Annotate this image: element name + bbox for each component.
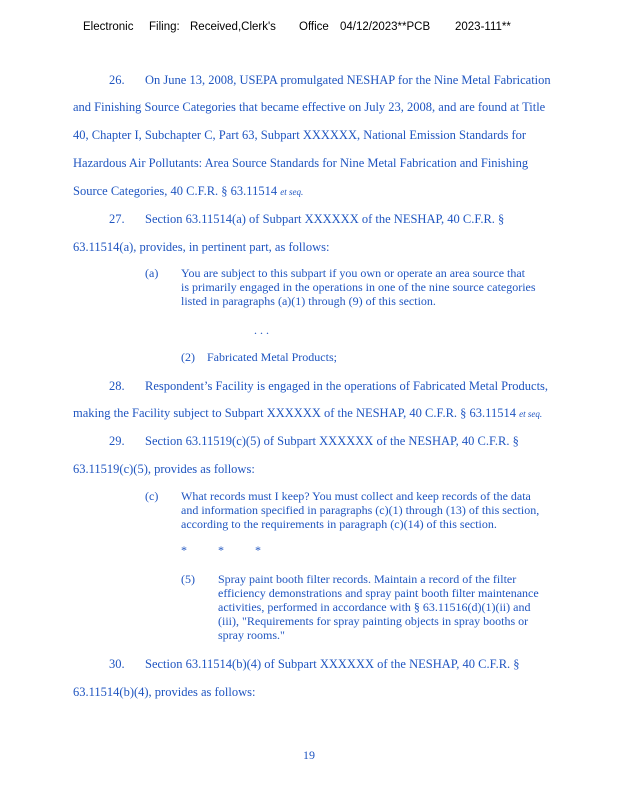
para-28-et-seq: et seq. xyxy=(519,409,543,419)
para-30-number: 30. xyxy=(109,657,125,671)
para-26-line-2: and Finishing Source Categories that became effective on July 23, 2008, and are found at Title xyxy=(73,100,546,114)
para-26-number: 26. xyxy=(109,73,125,87)
quote-2-line-2: and information specified in paragraphs (c)(1) through (13) of this section, xyxy=(181,503,540,517)
quote-1-label: (a) xyxy=(145,266,159,280)
para-28-number: 28. xyxy=(109,379,125,393)
header-office: Office xyxy=(299,21,329,33)
para-28-line-2 xyxy=(73,405,542,422)
para-27-line-1: Section 63.11514(a) of Subpart XXXXXX of the NESHAP, 40 C.F.R. § xyxy=(145,212,505,226)
quote-2-sub-label: (5) xyxy=(181,572,195,586)
quote-2-sub-line-2: efficiency demonstrations and spray paint booth filter maintenance xyxy=(218,586,539,600)
quote-2-line-1: What records must I keep? You must collect and keep records of the data xyxy=(181,489,531,503)
quote-2-line-3: according to the requirements in paragraph (c)(14) of this section. xyxy=(181,517,497,531)
quote-1-sub-text: Fabricated Metal Products; xyxy=(207,350,337,364)
quote-2-star-1: * xyxy=(181,543,187,557)
para-29-line-2: 63.11519(c)(5), provides as follows: xyxy=(73,462,255,476)
quote-1-line-3: listed in paragraphs (a)(1) through (9) of this section. xyxy=(181,294,436,308)
quote-2-star-3: * xyxy=(255,543,261,557)
quote-2-star-2: * xyxy=(218,543,224,557)
para-29-line-1: Section 63.11519(c)(5) of Subpart XXXXXX of the NESHAP, 40 C.F.R. § xyxy=(145,434,519,448)
para-29-number: 29. xyxy=(109,434,125,448)
para-28-line-1: Respondent’s Facility is engaged in the operations of Fabricated Metal Products, xyxy=(145,379,549,393)
para-26-line-5 xyxy=(73,183,303,200)
header-date: 04/12/2023**PCB xyxy=(340,21,431,33)
para-26-citation: Source Categories, 40 C.F.R. § 63.11514 xyxy=(73,184,278,198)
para-26-et-seq: et seq. xyxy=(280,187,304,197)
para-26-line-1: On June 13, 2008, USEPA promulgated NESHAP for the Nine Metal Fabrication xyxy=(145,73,551,87)
header-electronic: Electronic xyxy=(83,21,134,33)
header-filing: Filing: xyxy=(149,21,180,33)
quote-2-sub-line-5: spray rooms." xyxy=(218,628,285,642)
page-number: 19 xyxy=(303,748,315,762)
filing-header xyxy=(0,21,618,35)
para-28-citation: making the Facility subject to Subpart XXXXXX of the NESHAP, 40 C.F.R. § 63.11514 xyxy=(73,406,516,420)
para-30-line-2: 63.11514(b)(4), provides as follows: xyxy=(73,685,256,699)
para-30-line-1: Section 63.11514(b)(4) of Subpart XXXXXX of the NESHAP, 40 C.F.R. § xyxy=(145,657,520,671)
para-26-line-4: Hazardous Air Pollutants: Area Source Standards for Nine Metal Fabrication and Finishing xyxy=(73,156,529,170)
para-27-number: 27. xyxy=(109,212,125,226)
para-26-line-3: 40, Chapter I, Subchapter C, Part 63, Subpart XXXXXX, National Emission Standards for xyxy=(73,128,527,142)
header-received: Received,Clerk's xyxy=(190,21,276,33)
quote-1-line-2: is primarily engaged in the operations in one of the nine source categories xyxy=(181,280,536,294)
quote-1-ellipsis: . . . xyxy=(254,323,269,337)
quote-2-sub-line-1: Spray paint booth filter records. Maintain a record of the filter xyxy=(218,572,517,586)
quote-2-label: (c) xyxy=(145,489,159,503)
header-case-number: 2023-111** xyxy=(455,21,511,33)
quote-1-sub-label: (2) xyxy=(181,350,195,364)
quote-2-sub-line-4: (iii), "Requirements for spray painting objects in spray booths or xyxy=(218,614,529,628)
quote-2-sub-line-3: activities, performed in accordance with § 63.11516(d)(1)(ii) and xyxy=(218,600,531,614)
para-27-line-2: 63.11514(a), provides, in pertinent part, as follows: xyxy=(73,240,330,254)
quote-1-line-1: You are subject to this subpart if you own or operate an area source that xyxy=(181,266,526,280)
